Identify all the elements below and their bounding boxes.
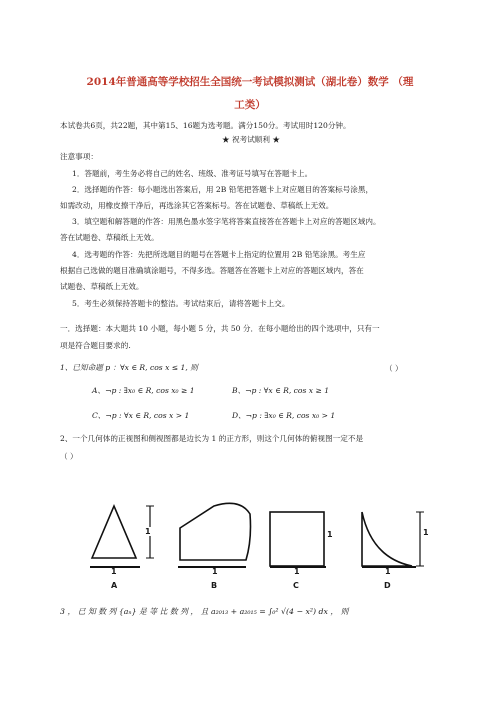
option-b: B、¬p : ∀x ∈ R, cos x ≥ 1 [232,386,330,395]
option-a: A、¬p : ∃x₀ ∈ R, cos x₀ ≥ 1 [92,386,195,395]
section-heading: 一．选择题：本大题共 10 小题，每小题 5 分，共 50 分．在每小题给出的四个选项中，只有一 [60,324,380,333]
figure-d-label: D [384,581,391,590]
exam-title-line-1: 2014年普通高等学校招生全国统一考试模拟测试（湖北卷）数学 （理 [86,76,414,88]
note-item: 2．选择题的作答：每小题选出答案后，用 2B 铅笔把答题卡上对应题目的答案标号涂黑， [72,185,374,194]
note-item: 答在试题卷、草稿纸上无效。 [60,233,159,242]
figure-b-label: B [211,581,218,590]
answer-paren: （ ） [60,452,78,461]
question-2-stem: 2、一个几何体的正视图和侧视图都是边长为 1 的正方形，则这个几何体的俯视图一定不是 [60,434,364,443]
dimension-label: 1 [423,528,429,537]
dimension-label: 1 [385,567,391,576]
figure-a-label: A [111,581,118,590]
note-item: 5．考生必须保持答题卡的整洁。考试结束后，请将答题卡上交。 [72,299,290,308]
dimension-label: 1 [145,527,151,536]
dimension-label: 1 [111,567,117,576]
figure-c-label: C [293,581,299,590]
notes-heading: 注意事项： [60,152,98,161]
dimension-label: 1 [294,567,300,576]
question-1-stem: 1、已知命题 p ：∀x ∈ R, cos x ≤ 1, 则 [60,363,198,372]
note-item: 试题卷、草稿纸上无效。 [60,282,144,291]
note-item: 1．答题前，考生务必将自己的姓名、班级、准考证号填写在答题卡上。 [72,169,313,178]
dimension-label: 1 [212,567,218,576]
figure-c-square [268,508,340,570]
question-3-stem: 3 ， 已 知 数 列 {aₙ} 是 等 比 数 列 ， 且 a₂₀₁₃ + a₂₀₁₅ = ∫₀² √(4 − x²) dx ， 则 [60,607,349,616]
note-item: 4．选考题的作答：先把所选题目的题号在答题卡上指定的位置用 2B 铅笔涂黑。考生应 [72,250,366,259]
answer-paren: （ ） [385,364,403,373]
exam-intro: 本试卷共6页，共22题，其中第15、16题为选考题。满分150分。考试用时120分钟。 [60,121,351,130]
note-item: 3．填空题和解答题的作答：用黑色墨水签字笔将答案直接答在答题卡上对应的答题区域内。 [72,217,381,226]
option-d: D、¬p : ∃x₀ ∈ R, cos x₀ > 1 [232,411,336,420]
note-item: 如需改动，用橡皮擦干净后，再选涂其它答案标号。答在试题卷、草稿纸上无效。 [60,201,334,210]
figure-b-shape [170,494,260,566]
option-c: C、¬p : ∀x ∈ R, cos x > 1 [92,411,190,420]
section-heading-cont: 项是符合题目要求的. [60,341,131,350]
exam-title-line-2: 工类） [234,99,266,111]
dimension-label: 1 [327,530,333,539]
figure-d-curve [352,508,432,570]
good-luck-banner: ★ 祝考试顺利 ★ [222,135,280,144]
note-item: 根据自己选做的题目准确填涂题号，不得多选。答题答在答题卡上对应的答题区域内，答在 [60,266,364,275]
